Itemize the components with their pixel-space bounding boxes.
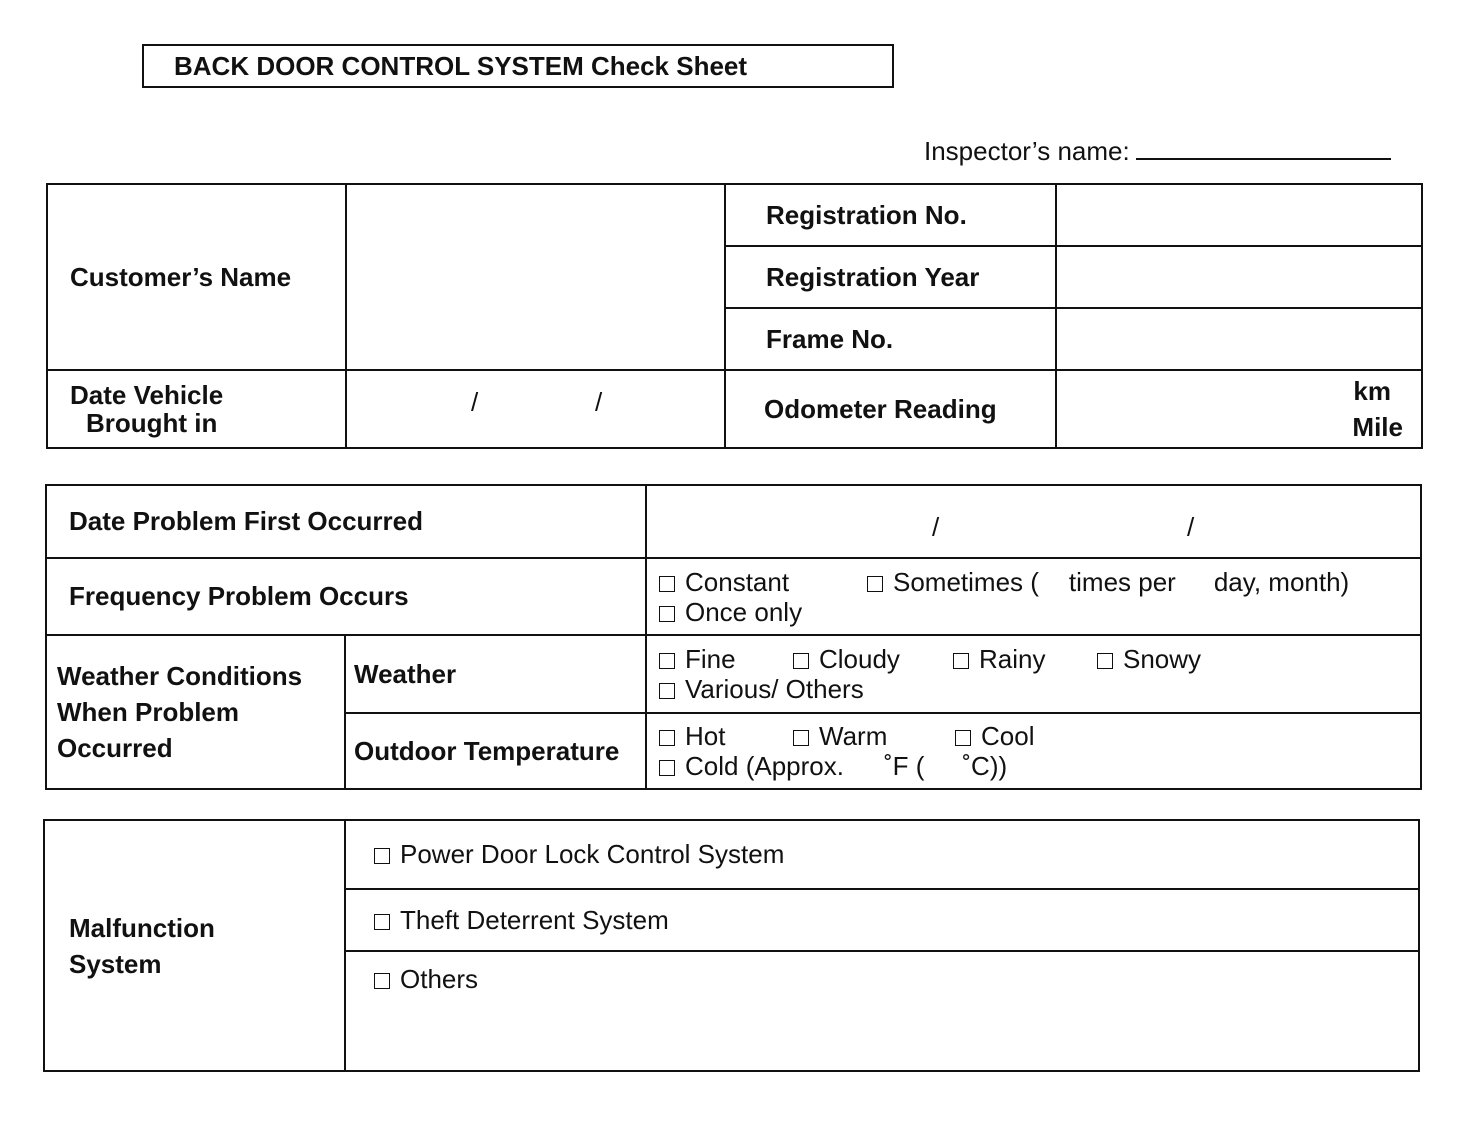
freq-constant-label: Constant (685, 566, 790, 597)
weather-various-label: Various/ Others (685, 674, 864, 704)
freq-times-per: times per (1068, 566, 1176, 597)
check-sheet-title: BACK DOOR CONTROL SYSTEM Check Sheet (142, 44, 894, 88)
others-label: Others (400, 964, 479, 994)
checkbox-icon[interactable] (659, 760, 675, 776)
checkbox-icon[interactable] (374, 973, 390, 989)
weather-options (646, 635, 1421, 713)
temp-cold-label: Cold (Approx. (685, 751, 844, 781)
checkbox-icon[interactable] (955, 730, 971, 746)
frequency-label: Frequency Problem Occurs (46, 558, 646, 635)
freq-constant-option[interactable] (659, 567, 867, 597)
checkbox-icon[interactable] (659, 653, 675, 669)
unit-km: km (1353, 376, 1391, 406)
date-first-occurred-label: Date Problem First Occurred (46, 485, 646, 558)
customer-name-field[interactable] (346, 184, 725, 370)
inspector-name-field[interactable] (924, 136, 1391, 167)
date-brought-in-field[interactable] (346, 370, 725, 448)
checkbox-icon[interactable] (953, 653, 969, 669)
temp-cold-option[interactable] (659, 751, 844, 781)
checkbox-icon[interactable] (867, 576, 883, 592)
temp-hot-option[interactable] (659, 721, 793, 751)
checkbox-icon[interactable] (793, 653, 809, 669)
weather-various-option[interactable] (659, 674, 864, 704)
checkbox-icon[interactable] (659, 730, 675, 746)
weather-conditions-line1: Weather Conditions (57, 661, 303, 691)
date-brought-in-label-line1: Date Vehicle (70, 380, 224, 410)
unit-mile: Mile (1352, 412, 1403, 442)
date-first-occurred-field[interactable] (646, 485, 1421, 558)
registration-no-field[interactable] (1056, 184, 1422, 246)
weather-rainy-label: Rainy (979, 644, 1046, 674)
temp-warm-label: Warm (819, 721, 888, 751)
weather-rainy-option[interactable] (953, 644, 1097, 674)
temp-warm-option[interactable] (793, 721, 955, 751)
customer-name-label: Customer’s Name (47, 184, 346, 370)
checkbox-icon[interactable] (793, 730, 809, 746)
weather-cloudy-label: Cloudy (819, 644, 900, 674)
temp-cool-option[interactable] (955, 721, 1034, 751)
date-separator: / (932, 512, 940, 542)
date-separator: / (471, 387, 479, 417)
weather-conditions-label (46, 635, 345, 789)
freq-sometimes-option[interactable] (867, 567, 1039, 597)
date-brought-in-label (47, 370, 346, 448)
problem-conditions-table (45, 484, 1422, 790)
power-door-lock-label: Power Door Lock Control System (400, 839, 785, 869)
freq-once-label: Once only (685, 596, 803, 627)
freq-once-option[interactable] (659, 597, 802, 627)
temp-hot-label: Hot (685, 721, 726, 751)
weather-conditions-line2: When Problem (57, 697, 240, 727)
frequency-options (646, 558, 1421, 635)
checkbox-icon[interactable] (1097, 653, 1113, 669)
weather-snowy-label: Snowy (1123, 644, 1202, 674)
freq-day-month: day, month) (1213, 566, 1350, 597)
theft-deterrent-label: Theft Deterrent System (400, 904, 669, 935)
frame-no-field[interactable] (1056, 308, 1422, 370)
checkbox-icon[interactable] (374, 914, 390, 930)
malfunction-system-label (44, 820, 345, 1071)
checkbox-icon[interactable] (659, 576, 675, 592)
checkbox-icon[interactable] (659, 683, 675, 699)
outdoor-temperature-label: Outdoor Temperature (345, 713, 646, 789)
odometer-reading-label: Odometer Reading (725, 370, 1056, 448)
date-brought-in-label-line2: Brought in (86, 408, 218, 438)
date-separator: / (1187, 512, 1195, 542)
weather-fine-option[interactable] (659, 644, 793, 674)
checkbox-icon[interactable] (659, 606, 675, 622)
weather-label: Weather (345, 635, 646, 713)
malfunction-label-line1: Malfunction (69, 912, 215, 943)
malfunction-power-door-lock-option[interactable] (345, 820, 1419, 889)
registration-year-field[interactable] (1056, 246, 1422, 308)
malfunction-system-table (43, 819, 1420, 1072)
temp-celsius: ˚C)) (962, 751, 1008, 781)
registration-year-label: Registration Year (725, 246, 1056, 308)
inspector-name-label: Inspector’s name: (924, 136, 1130, 166)
temp-cool-label: Cool (981, 721, 1035, 751)
malfunction-theft-deterrent-option[interactable] (345, 889, 1419, 951)
weather-conditions-line3: Occurred (57, 733, 173, 763)
weather-fine-label: Fine (685, 644, 736, 674)
date-separator: / (595, 387, 603, 417)
weather-cloudy-option[interactable] (793, 644, 953, 674)
malfunction-label-line2: System (69, 948, 162, 979)
freq-sometimes-label: Sometimes ( (893, 566, 1039, 597)
registration-no-label: Registration No. (725, 184, 1056, 246)
inspector-name-line[interactable] (1136, 140, 1391, 160)
weather-snowy-option[interactable] (1097, 644, 1201, 674)
vehicle-info-table (46, 183, 1423, 449)
malfunction-others-option[interactable] (345, 951, 1419, 1071)
odometer-reading-field[interactable] (1056, 370, 1422, 448)
temperature-options (646, 713, 1421, 789)
checkbox-icon[interactable] (374, 848, 390, 864)
frame-no-label: Frame No. (725, 308, 1056, 370)
temp-fahrenheit: ˚F ( (883, 751, 925, 781)
